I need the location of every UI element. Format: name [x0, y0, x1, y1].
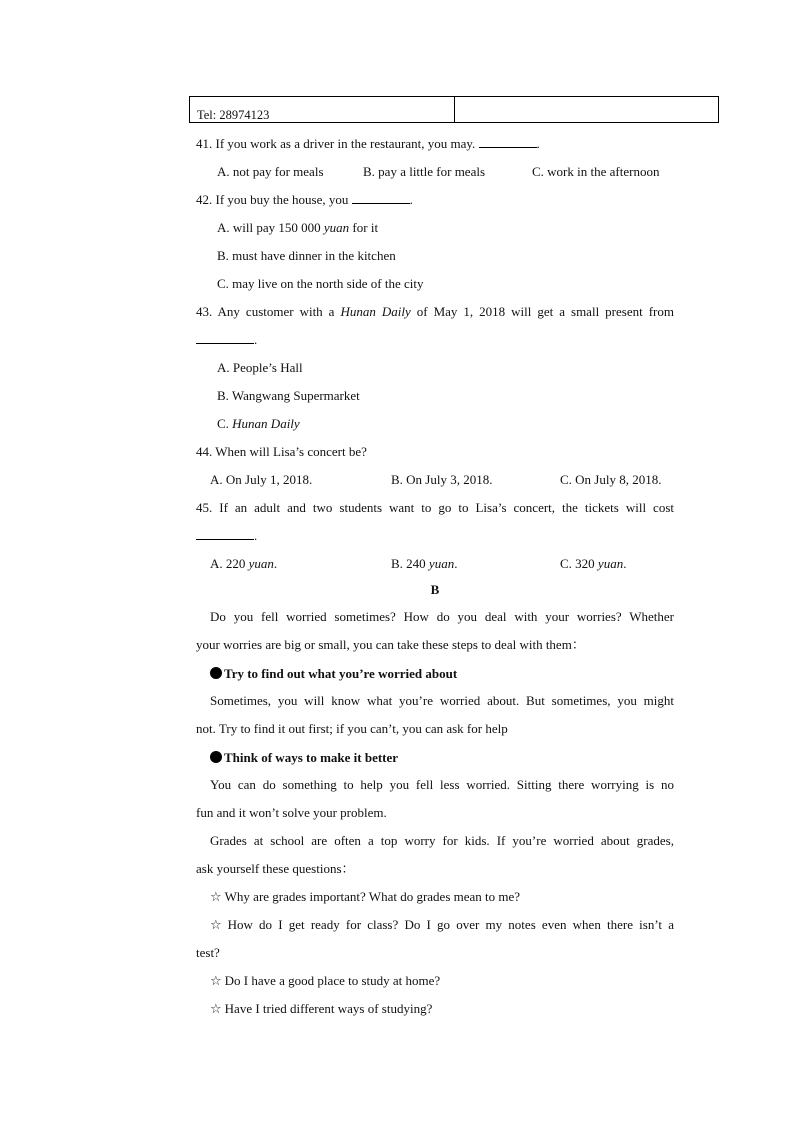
q43-option-b: B. Wangwang Supermarket [217, 388, 360, 403]
section-b-heading: B [430, 582, 440, 597]
q41-option-b: B. pay a little for meals [363, 164, 486, 179]
q43-stem: 43. Any customer with a Hunan Daily of May 1, 2018 will get a small present from [196, 304, 674, 319]
q42-option-c: C. may live on the north side of the city [217, 276, 424, 291]
q42-stem: 42. If you buy the house, you . [196, 192, 413, 207]
answer-blank [479, 135, 537, 148]
bullet-icon [210, 751, 222, 763]
star-icon: ☆ [210, 1002, 222, 1017]
q43-option-a: A. People’s Hall [217, 360, 303, 375]
intro-line-1: Do you fell worried sometimes? How do you deal with your worries? Whether [210, 609, 674, 624]
info-table [189, 96, 719, 123]
q41-option-a: A. not pay for meals [217, 164, 324, 179]
tel-cell: Tel: 28974123 [190, 97, 455, 122]
question-item-continued: test? [196, 945, 220, 960]
q45-option-c: C. 320 yuan. [560, 556, 627, 571]
q41-stem: 41. If you work as a driver in the restaurant, you may. . [196, 136, 540, 151]
step1-para-1: Sometimes, you will know what you’re worried about. But sometimes, you might [210, 693, 674, 708]
q45-option-b: B. 240 yuan. [391, 556, 458, 571]
answer-blank [352, 191, 410, 204]
grades-para-1: Grades at school are often a top worry for kids. If you’re worried about grades, [210, 833, 674, 848]
question-item: ☆ How do I get ready for class? Do I go over my notes even when there isn’t a [210, 917, 675, 933]
answer-blank [196, 331, 254, 344]
star-icon: ☆ [210, 890, 222, 905]
q42-option-b: B. must have dinner in the kitchen [217, 248, 396, 263]
q43-option-c: C. Hunan Daily [217, 416, 300, 431]
q44-option-a: A. On July 1, 2018. [210, 472, 313, 487]
q45-options [210, 555, 674, 573]
step2-para-1: You can do something to help you fell less worried. Sitting there worrying is no [210, 777, 674, 792]
grades-para-2: ask yourself these questions： [196, 861, 355, 876]
q45-option-a: A. 220 yuan. [210, 556, 278, 571]
q45-stem: 45. If an adult and two students want to go to Lisa’s concert, the tickets will cost [196, 500, 674, 515]
q44-option-b: B. On July 3, 2018. [391, 472, 493, 487]
step2-para-2: fun and it won’t solve your problem. [196, 805, 387, 820]
bullet-icon [210, 667, 222, 679]
answer-blank [196, 527, 254, 540]
question-item: ☆ Why are grades important? What do grades mean to me? [210, 889, 521, 905]
step1-heading: Try to find out what you’re worried about [210, 665, 688, 683]
q41-option-c: C. work in the afternoon [532, 164, 660, 179]
q42-option-a: A. will pay 150 000 yuan for it [217, 220, 379, 235]
star-icon: ☆ [210, 918, 225, 933]
q44-stem: 44. When will Lisa’s concert be? [196, 444, 367, 459]
question-item: ☆ Have I tried different ways of studying? [210, 1001, 433, 1017]
empty-cell [455, 97, 718, 122]
q41-options [217, 163, 677, 181]
step2-heading: Think of ways to make it better [210, 749, 688, 767]
intro-line-2: your worries are big or small, you can take these steps to deal with them： [196, 637, 585, 652]
q45-blank-line: . [196, 527, 674, 545]
q44-options [210, 471, 674, 489]
question-item: ☆ Do I have a good place to study at home? [210, 973, 441, 989]
star-icon: ☆ [210, 974, 222, 989]
step1-para-2: not. Try to find it out first; if you can’t, you can ask for help [196, 721, 508, 736]
q43-blank-line: . [196, 331, 674, 349]
q44-option-c: C. On July 8, 2018. [560, 472, 662, 487]
